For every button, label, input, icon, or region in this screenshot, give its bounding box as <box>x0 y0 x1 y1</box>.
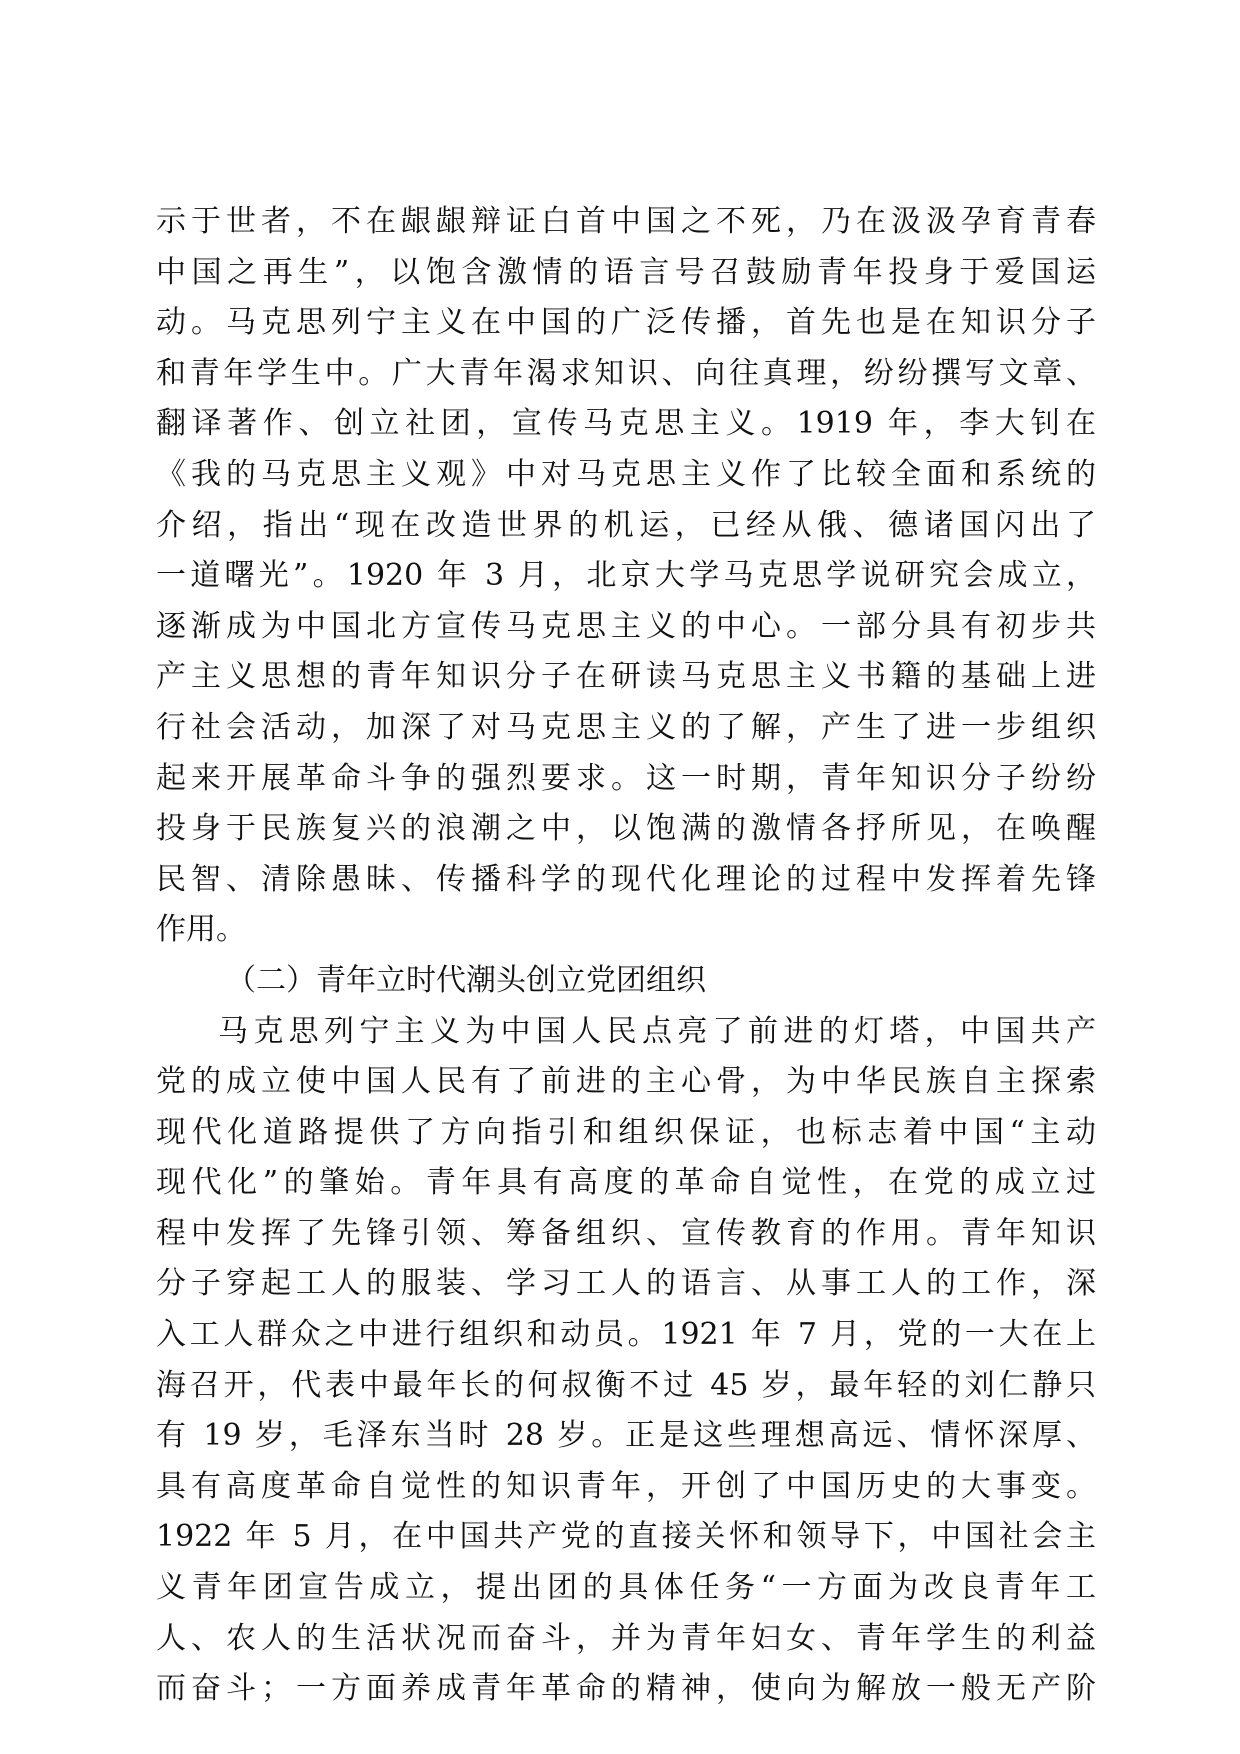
section-heading: （二）青年立时代潮头创立党团组织 <box>226 962 706 998</box>
text-line: 海召开，代表中最年长的何叔衡不过 45 岁，最年轻的刘仁静只 <box>156 1367 1096 1403</box>
text-line: 义青年团宣告成立，提出团的具体任务“一方面为改良青年工 <box>156 1570 1096 1606</box>
text-line: 有 19 岁，毛泽东当时 28 岁。正是这些理想高远、情怀深厚、 <box>156 1418 1096 1454</box>
text-line: 入工人群众之中进行组织和动员。1921 年 7 月，党的一大在上 <box>156 1317 1096 1353</box>
text-line: 具有高度革命自觉性的知识青年，开创了中国历史的大事变。 <box>156 1468 1096 1504</box>
text-line: 马克思列宁主义为中国人民点亮了前进的灯塔，中国共产 <box>218 1013 1096 1049</box>
text-line: 现代化道路提供了方向指引和组织保证，也标志着中国“主动 <box>156 1114 1096 1150</box>
text-line: 党的成立使中国人民有了前进的主心骨，为中华民族自主探索 <box>156 1064 1096 1100</box>
text-line: 示于世者，不在龈龈辩证白首中国之不死，乃在汲汲孕育青春 <box>156 204 1096 239</box>
text-line: 行社会活动，加深了对马克思主义的了解，产生了进一步组织 <box>156 709 1096 745</box>
text-line: 现代化”的肇始。青年具有高度的革命自觉性，在党的成立过 <box>156 1165 1096 1201</box>
text-line: 作用。 <box>156 912 246 948</box>
text-line: 介绍，指出“现在改造世界的机运，已经从俄、德诸国闪出了 <box>156 507 1096 543</box>
text-line: 而奋斗；一方面养成青年革命的精神，使向为解放一般无产阶 <box>156 1671 1096 1707</box>
text-line: 起来开展革命斗争的强烈要求。这一时期，青年知识分子纷纷 <box>156 760 1096 796</box>
text-line: 分子穿起工人的服装、学习工人的语言、从事工人的工作，深 <box>156 1266 1096 1302</box>
text-line: 一道曙光”。1920 年 3 月，北京大学马克思学说研究会成立， <box>156 558 1096 594</box>
text-line: 人、农人的生活状况而奋斗，并为青年妇女、青年学生的利益 <box>156 1620 1096 1656</box>
text-line: 翻译著作、创立社团，宣传马克思主义。1919 年，李大钊在 <box>156 406 1096 442</box>
text-line: 动。马克思列宁主义在中国的广泛传播，首先也是在知识分子 <box>156 305 1096 341</box>
text-line: 中国之再生”，以饱含激情的语言号召鼓励青年投身于爱国运 <box>156 254 1096 290</box>
text-line: 产主义思想的青年知识分子在研读马克思主义书籍的基础上进 <box>156 659 1096 695</box>
text-line: 1922 年 5 月，在中国共产党的直接关怀和领导下，中国社会主 <box>156 1519 1096 1555</box>
text-line: 逐渐成为中国北方宣传马克思主义的中心。一部分具有初步共 <box>156 608 1096 644</box>
text-line: 程中发挥了先锋引领、筹备组织、宣传教育的作用。青年知识 <box>156 1215 1096 1251</box>
body-text <box>156 197 1096 1715</box>
text-line: 和青年学生中。广大青年渴求知识、向往真理，纷纷撰写文章、 <box>156 355 1096 391</box>
text-line: 《我的马克思主义观》中对马克思主义作了比较全面和系统的 <box>156 456 1096 492</box>
text-line: 投身于民族复兴的浪潮之中，以饱满的激情各抒所见，在唤醒 <box>156 811 1096 847</box>
text-line: 民智、清除愚昧、传播科学的现代化理论的过程中发挥着先锋 <box>156 861 1096 897</box>
